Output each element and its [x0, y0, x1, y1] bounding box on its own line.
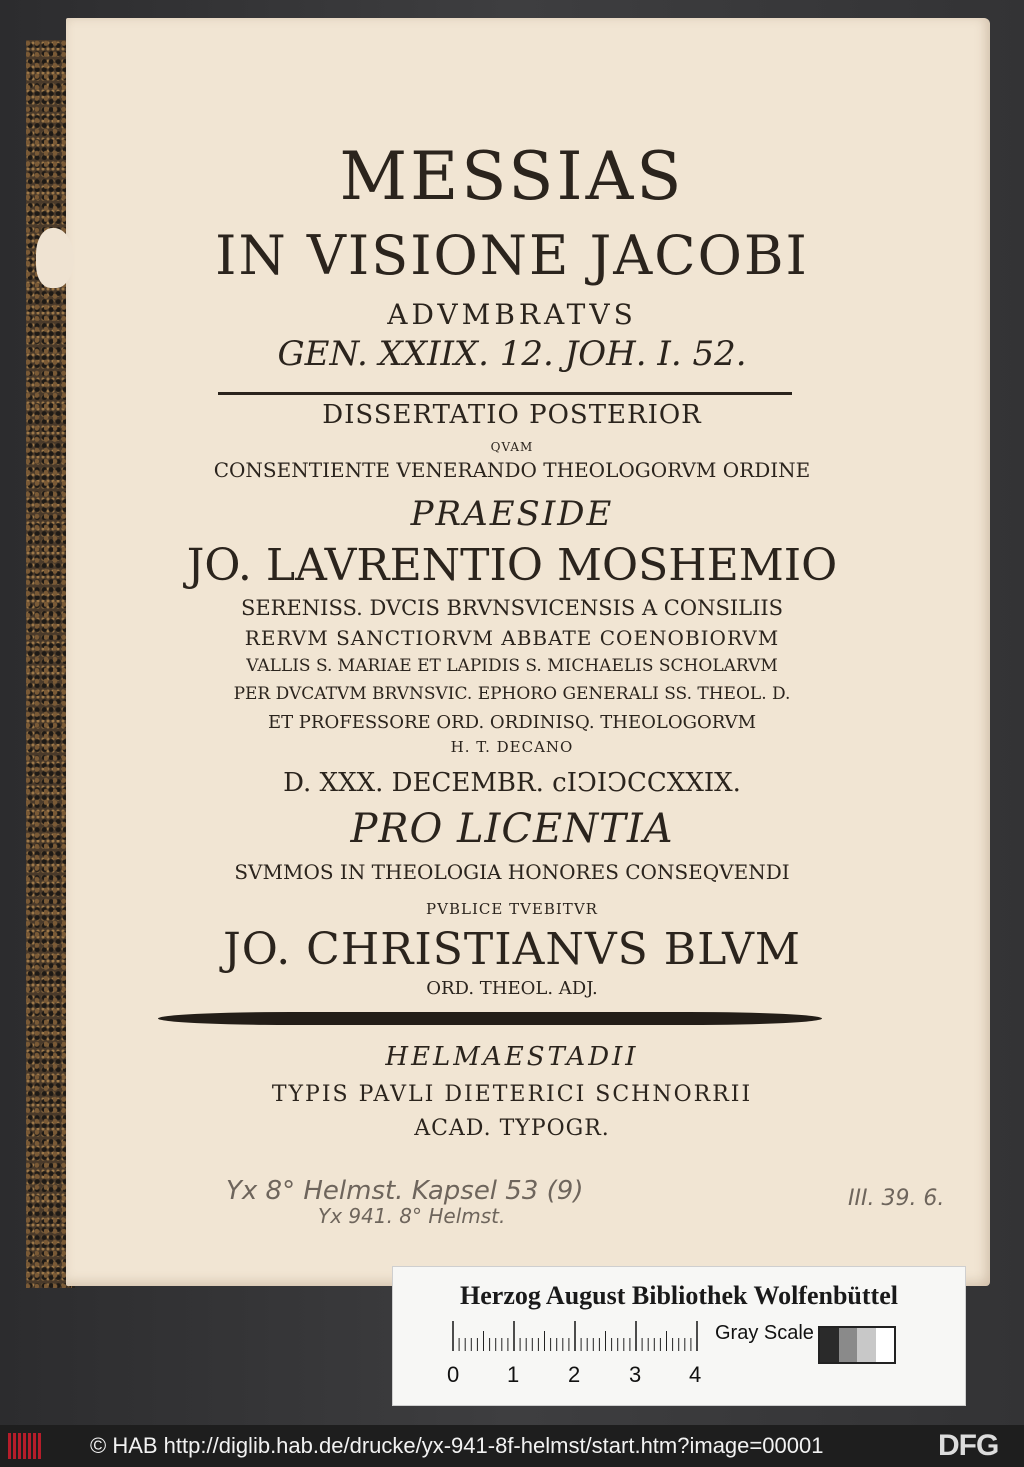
praeses-title-line: RERVM SANCTIORVM ABBATE COENOBIORVM [244, 626, 780, 650]
scale-ruler [452, 1320, 702, 1362]
praeside-line: PRAESIDE [410, 494, 614, 534]
gray-swatch [820, 1328, 839, 1362]
gray-scale-label: Gray Scale [715, 1322, 814, 1344]
handwritten-shelfmark: Yx 8° Helmst. Kapsel 53 (9) [226, 1176, 584, 1206]
ruler-number: 1 [507, 1362, 520, 1387]
respondent-name: JO. CHRISTIANVS BLVM [223, 924, 801, 975]
praeses-title-line: PER DVCATVM BRVNSVIC. EPHORO GENERALI SS. THEOL. D. [233, 684, 791, 704]
gray-scale-swatches [818, 1326, 896, 1364]
title-line-messias: MESSIAS [339, 138, 685, 215]
ruler-number: 0 [447, 1362, 460, 1387]
praeses-title-line: SERENISS. DVCIS BRVNSVICENSIS A CONSILIIS [240, 596, 784, 620]
praeses-name: JO. LAVRENTIO MOSHEMIO [186, 540, 838, 591]
ruler-number: 3 [629, 1362, 642, 1387]
footer-credit-link[interactable]: © HAB http://diglib.hab.de/drucke/yx-941-8f-helmst/start.htm?image=00001 [90, 1433, 824, 1458]
library-logo-icon [8, 1433, 48, 1459]
praeses-title-line: H. T. DECANO [450, 738, 574, 756]
dissertatio-line: DISSERTATIO POSTERIOR [322, 400, 702, 430]
praeses-title-line: ET PROFESSORE ORD. ORDINISQ. THEOLOGORVM [267, 712, 757, 733]
imprint-role: ACAD. TYPOGR. [414, 1116, 610, 1141]
title-line-adumbratus: ADVMBRATVS [387, 298, 637, 331]
handwritten-margin-note: III. 39. 6. [848, 1186, 945, 1211]
gray-swatch [857, 1328, 876, 1362]
consentiente-line: CONSENTIENTE VENERANDO THEOLOGORVM ORDINE [213, 458, 811, 482]
ruler-number: 2 [568, 1362, 581, 1387]
library-name: Herzog August Bibliothek Wolfenbüttel [460, 1281, 898, 1310]
pro-licentia-line: PRO LICENTIA [350, 806, 674, 852]
imprint-printer: TYPIS PAVLI DIETERICI SCHNORRII [271, 1082, 753, 1107]
title-line-visione: IN VISIONE JACOBI [215, 224, 809, 287]
praeses-title-line: VALLIS S. MARIAE ET LAPIDIS S. MICHAELIS SCHOLARVM [246, 656, 778, 676]
summos-line: SVMMOS IN THEOLOGIA HONORES CONSEQVENDI [234, 860, 790, 884]
imprint-rule [158, 1012, 822, 1025]
date-line: D. XXX. DECEMBR. cIↃIↃCCXXIX. [283, 768, 741, 798]
title-rule [218, 392, 792, 395]
dfg-logo: DFG [938, 1429, 999, 1462]
handwritten-shelfmark: Yx 941. 8° Helmst. [318, 1204, 506, 1228]
respondent-title: ORD. THEOL. ADJ. [426, 978, 598, 999]
ruler-number: 4 [689, 1362, 702, 1387]
imprint-place: HELMAESTADII [385, 1042, 639, 1072]
quam-line: QVAM [490, 440, 534, 454]
gray-swatch [876, 1328, 895, 1362]
gray-swatch [839, 1328, 858, 1362]
title-line-references: GEN. XXIIX. 12. JOH. I. 52. [277, 334, 747, 374]
footer-bar [0, 1425, 1024, 1467]
publice-line: PVBLICE TVEBITVR [426, 900, 598, 918]
ruler-ticks [452, 1320, 702, 1352]
